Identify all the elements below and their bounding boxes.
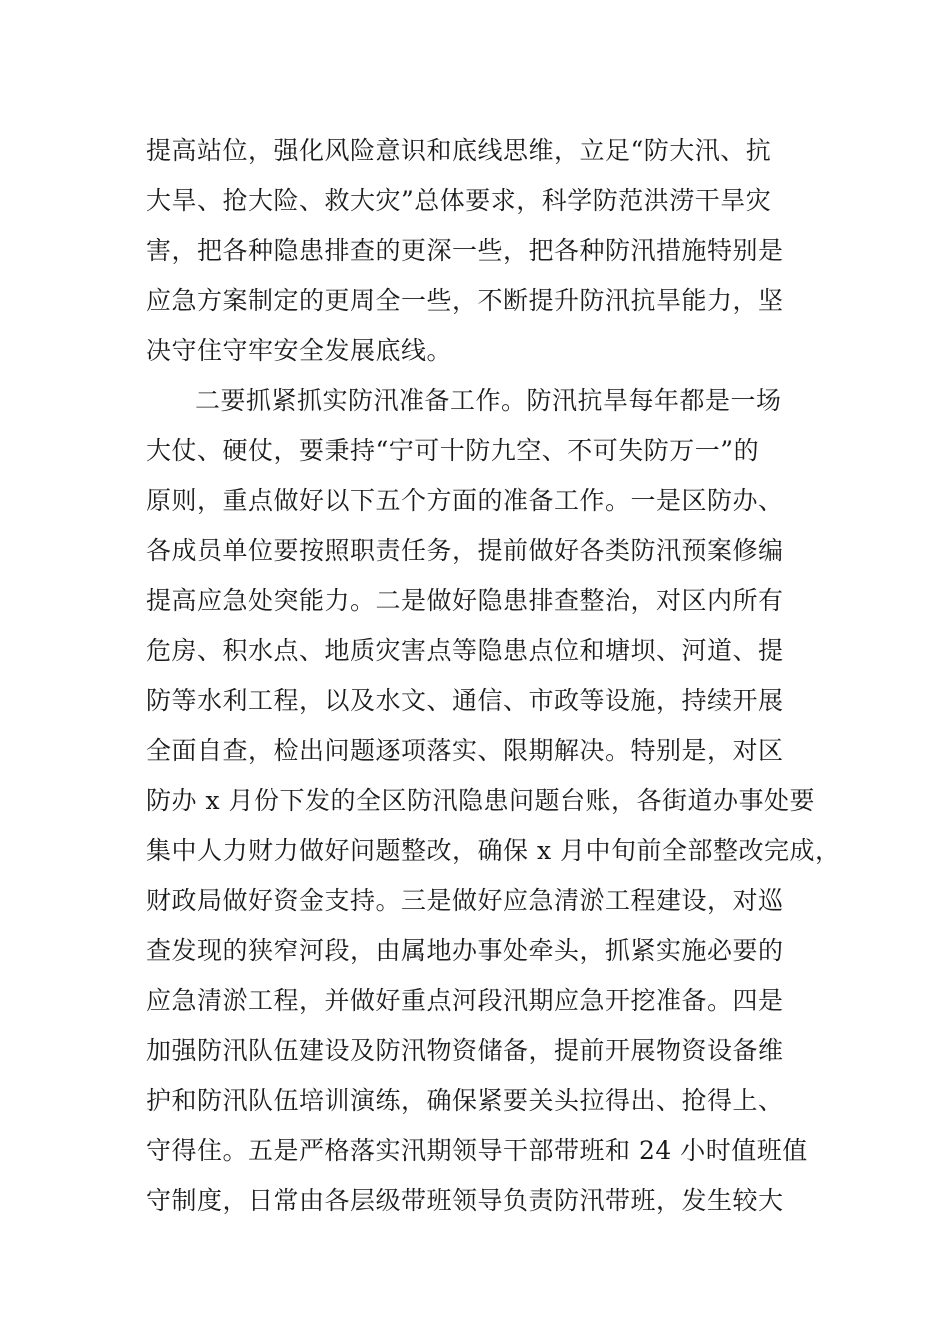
text-line: 加强防汛队伍建设及防汛物资储备，提前开展物资设备维 <box>146 1036 784 1065</box>
text-line: 害，把各种隐患排查的更深一些，把各种防汛措施特别是 <box>146 236 784 265</box>
text-line: 提高应急处突能力。二是做好隐患排查整治，对区内所有 <box>146 586 784 615</box>
text-line: 大旱、抢大险、救大灾”总体要求，科学防范洪涝干旱灾 <box>146 186 772 215</box>
text-line: 防等水利工程，以及水文、通信、市政等设施，持续开展 <box>146 686 784 715</box>
text-line: 应急清淤工程，并做好重点河段汛期应急开挖准备。四是 <box>146 986 784 1015</box>
text-line: 原则，重点做好以下五个方面的准备工作。一是区防办、 <box>146 486 784 515</box>
body-text <box>146 126 841 1226</box>
text-line: 各成员单位要按照职责任务，提前做好各类防汛预案修编 <box>146 536 784 565</box>
text-line: 防办 x 月份下发的全区防汛隐患问题台账，各街道办事处要 <box>146 786 815 815</box>
text-line: 决守住守牢安全发展底线。 <box>146 336 453 365</box>
text-line: 应急方案制定的更周全一些，不断提升防汛抗旱能力，坚 <box>146 286 784 315</box>
text-line: 财政局做好资金支持。三是做好应急清淤工程建设，对巡 <box>146 886 784 915</box>
text-line: 守得住。五是严格落实汛期领导干部带班和 24 小时值班值 <box>146 1136 808 1165</box>
text-line: 查发现的狭窄河段，由属地办事处牵头，抓紧实施必要的 <box>146 936 784 965</box>
text-line: 提高站位，强化风险意识和底线思维，立足“防大汛、抗 <box>146 136 772 165</box>
text-line: 集中人力财力做好问题整改，确保 x 月中旬前全部整改完成， <box>146 836 841 865</box>
text-line: 守制度，日常由各层级带班领导负责防汛带班，发生较大 <box>146 1186 784 1215</box>
text-line: 大仗、硬仗，要秉持“宁可十防九空、不可失防万一”的 <box>146 436 760 465</box>
text-line: 危房、积水点、地质灾害点等隐患点位和塘坝、河道、提 <box>146 636 784 665</box>
text-line: 全面自查，检出问题逐项落实、限期解决。特别是，对区 <box>146 736 784 765</box>
text-line: 护和防汛队伍培训演练，确保紧要关头拉得出、抢得上、 <box>146 1086 784 1115</box>
paragraph-start-line: 二要抓紧抓实防汛准备工作。防汛抗旱每年都是一场 <box>195 386 782 415</box>
